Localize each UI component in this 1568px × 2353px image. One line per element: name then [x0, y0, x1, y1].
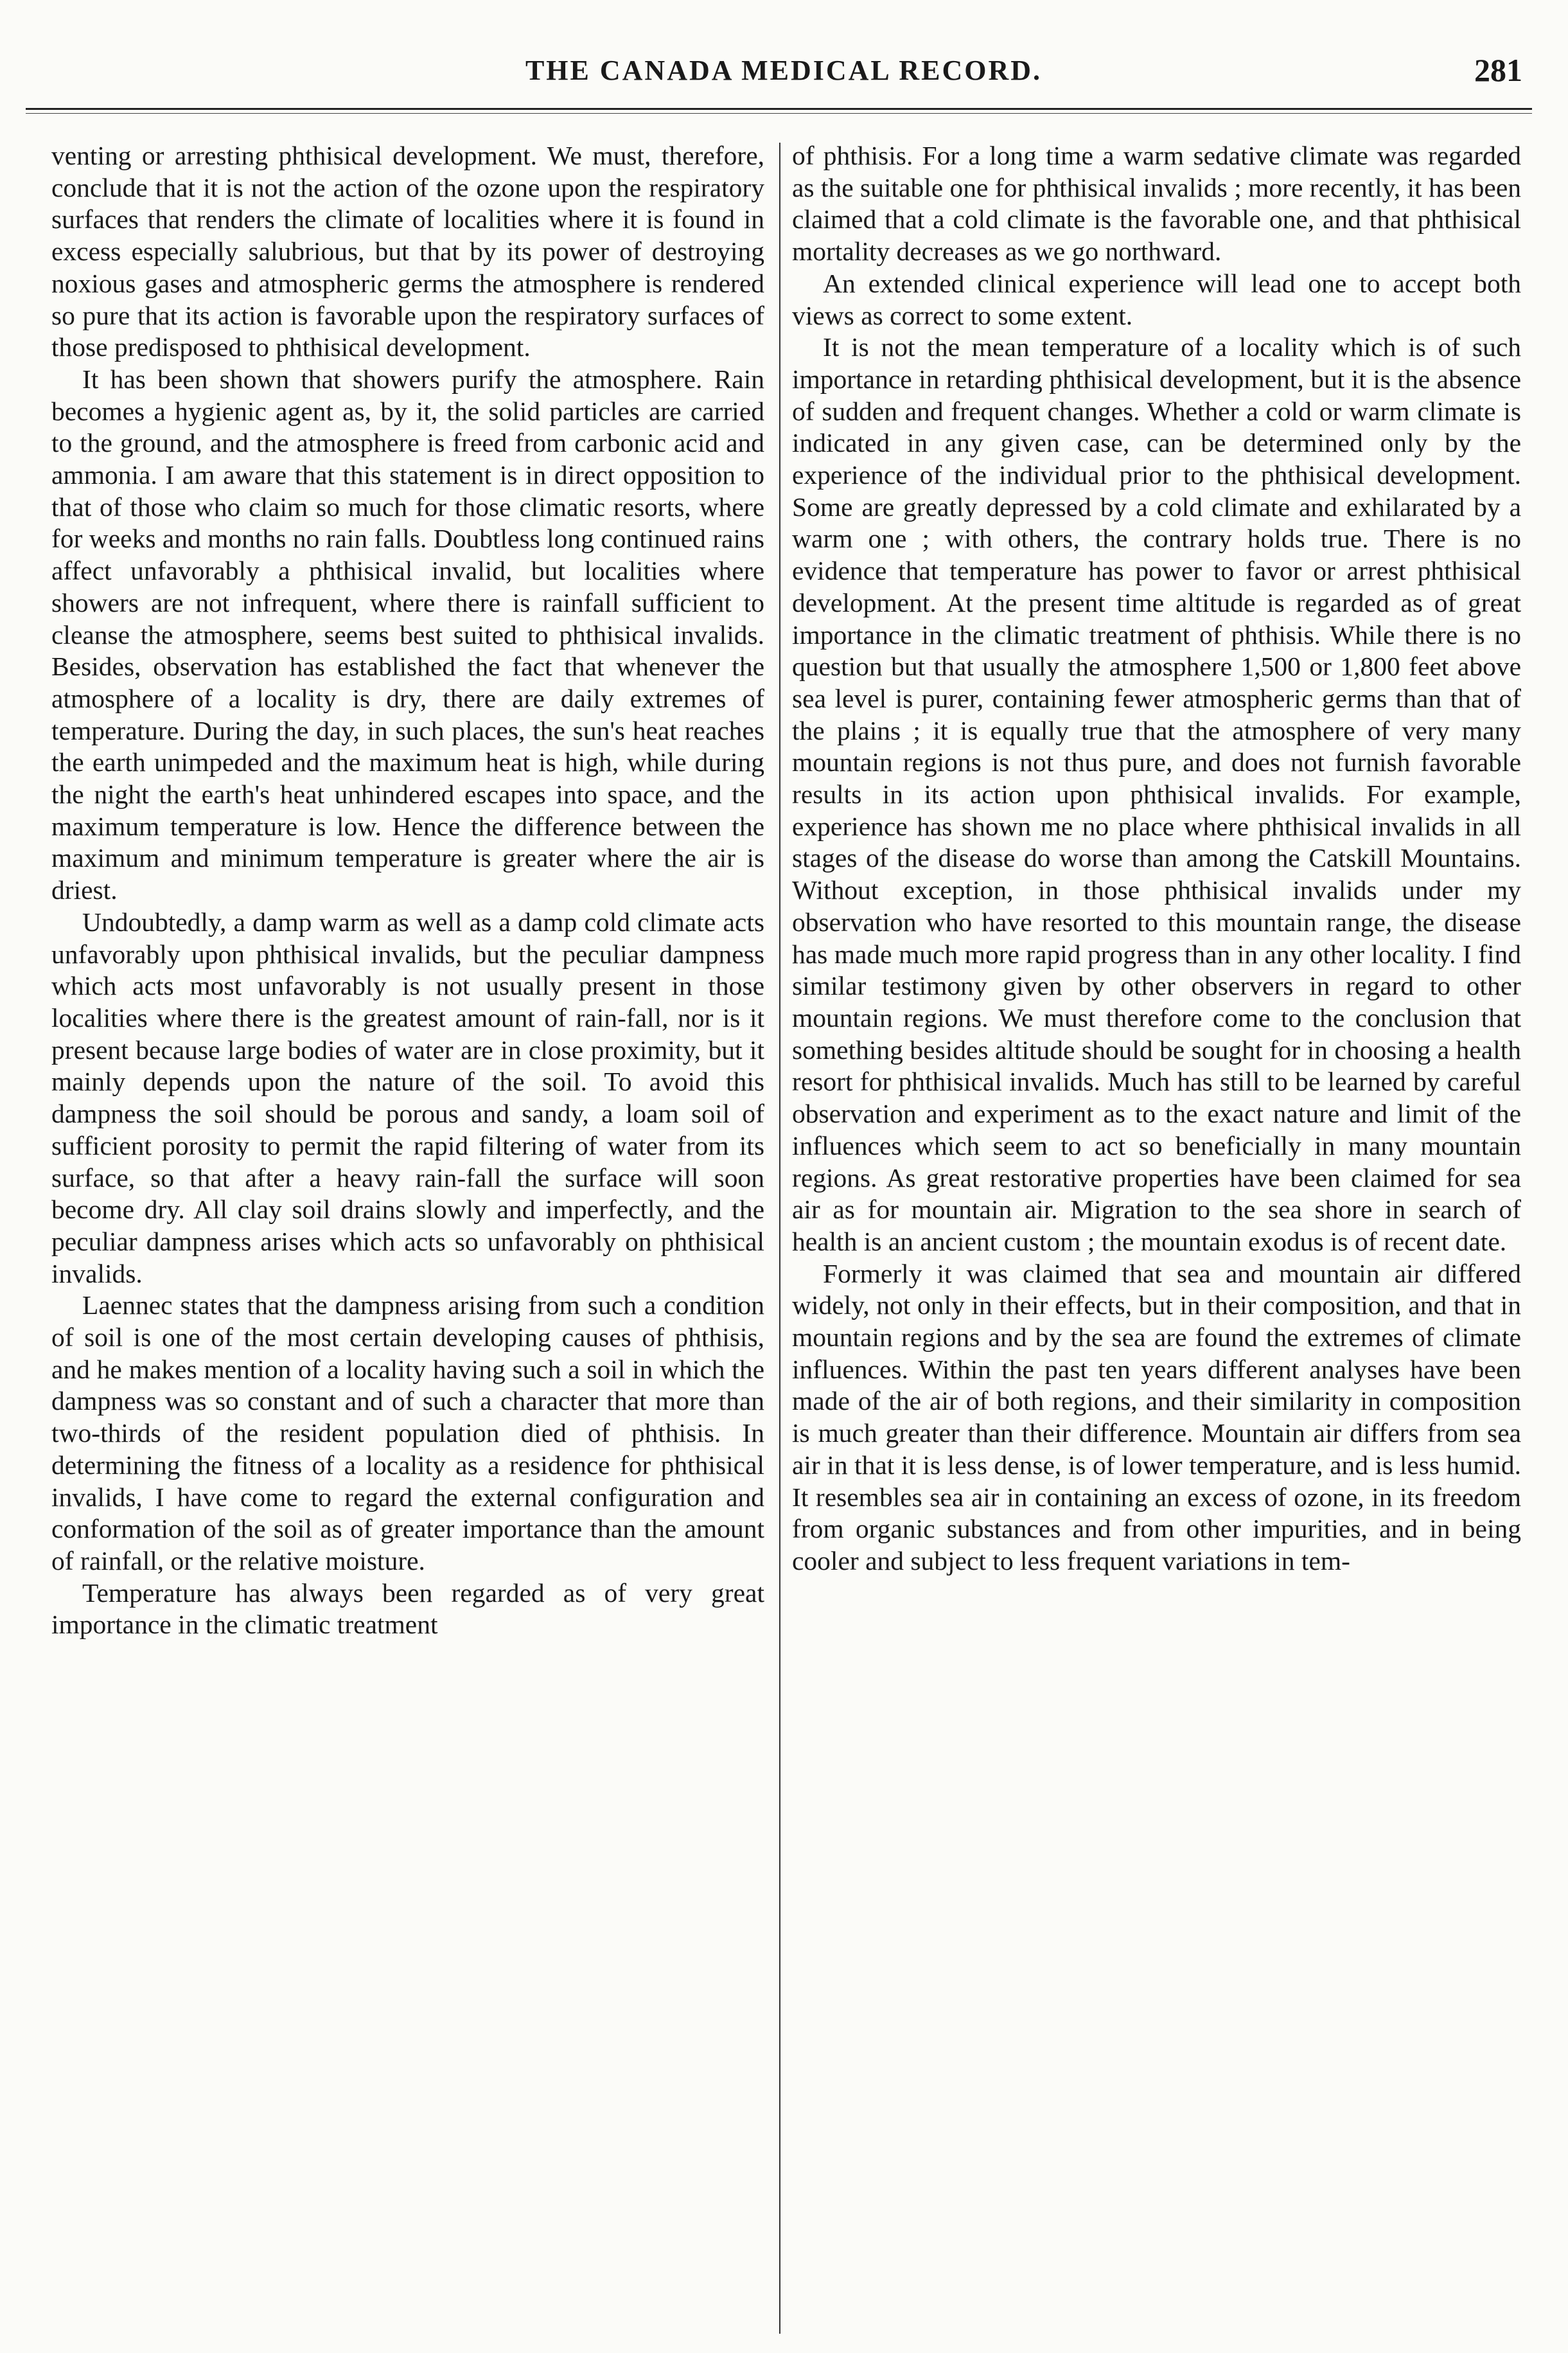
paragraph: An extended clinical experience will lead one to accept both views as correct to some extent. [792, 268, 1521, 330]
column-divider [779, 143, 780, 2334]
paragraph: Temperature has always been regarded as of very great importance in the climatic treatment [51, 1577, 764, 1640]
left-column [51, 140, 764, 2338]
paragraph: It has been shown that showers purify the atmosphere. Rain becomes a hygienic agent as, by it, the solid particles are carried to the ground, and the atmosphere is freed from carbonic acid and ammonia. I am aware that this statement is in direct opposition to that of those who claim so much for those climatic resorts, where for weeks and months no rain falls. Doubtless long continued rains affect unfavorably a phthisical invalid, but localities where showers are not infrequent, where there is rainfall sufficient to cleanse the atmosphere, seems best suited to phthisical invalids. Besides, observation has established the fact that whenever the atmosphere of a locality is dry, there are daily extremes of temperature. During the day, in such places, the sun's heat reaches the earth unimpeded and the maximum heat is high, while during the night the earth's heat unhindered escapes into space, and the maximum temperature is low. Hence the difference between the maximum and minimum temperature is greater where the air is driest. [51, 364, 764, 905]
journal-title: THE CANADA MEDICAL RECORD. [525, 55, 1043, 86]
paragraph: It is not the mean temperature of a locality which is of such importance in retarding phthisical development, but it is the absence of sudden and frequent changes. Whether a cold or warm climate is indicated in any given case, can be determined only by the experience of the individual prior to the phthisical development. Some are greatly depressed by a cold climate and exhilarated by a warm one ; with others, the contrary holds true. There is no evidence that temperature has power to favor or arrest phthisical development. At the present time altitude is regarded as of great importance in the climatic treatment of phthisis. While there is no question but that usually the atmosphere 1,500 or 1,800 feet above sea level is purer, containing fewer atmospheric germs than that of the plains ; it is equally true that the atmosphere of very many mountain regions is not thus pure, and does not furnish favorable results in its action upon phthisical invalids. For example, experience has shown me no place where phthisical invalids in all stages of the disease do worse than among the Catskill Mountains. Without exception, in those phthisical invalids under my observation who have resorted to this mountain range, the disease has made much more rapid progress than in any other locality. I find similar testimony given by other observers in regard to other mountain regions. We must therefore come to the conclusion that something besides altitude should be sought for in choosing a health resort for phthisical invalids. Much has still to be learned by careful observation and experiment as to the exact nature and limit of the influences which seem to act so beneficially in many mountain regions. As great restorative properties have been claimed for sea air as for mountain air. Migration to the sea shore in search of health is an ancient custom ; the mountain exodus is of recent date. [792, 332, 1521, 1256]
page-header [26, 45, 1542, 96]
paragraph: Laennec states that the dampness arising from such a condition of soil is one of the most certain developing causes of phthisis, and he makes mention of a locality having such a soil in which the dampness was so constant and of such a character that more than two-thirds of the resident population died of phthisis. In determining the fitness of a locality as a residence for phthisical invalids, I have come to regard the external configuration and conformation of the soil as of greater importance than the amount of rainfall, or the relative moisture. [51, 1290, 764, 1576]
right-column [792, 140, 1521, 2338]
header-rule-thin [26, 113, 1532, 114]
paragraph: venting or arresting phthisical development. We must, therefore, conclude that it is not the action of the ozone upon the respiratory surfaces that renders the climate of localities where it is found in excess especially salubrious, but that by its power of destroying noxious gases and atmospheric germs the atmosphere is rendered so pure that its action is favorable upon the respiratory surfaces of those predisposed to phthisical development. [51, 141, 764, 362]
header-rule [26, 108, 1532, 110]
paragraph: of phthisis. For a long time a warm sedative climate was regarded as the suitable one for phthisical invalids ; more recently, it has been claimed that a cold climate is the favorable one, and that phthisical mortality decreases as we go northward. [792, 141, 1521, 267]
page-number: 281 [1474, 52, 1522, 88]
paragraph: Undoubtedly, a damp warm as well as a damp cold climate acts unfavorably upon phthisical invalids, but the peculiar dampness which acts most unfavorably is not usually present in those localities where there is the greatest amount of rain-fall, nor is it present because large bodies of water are in close proximity, but it mainly depends upon the nature of the soil. To avoid this dampness the soil should be porous and sandy, a loam soil of sufficient porosity to permit the rapid filtering of water from its surface, so that after a heavy rain-fall the surface will soon become dry. All clay soil drains slowly and imperfectly, and the peculiar dampness arises which acts so unfavorably on phthisical invalids. [51, 907, 764, 1288]
paragraph: Formerly it was claimed that sea and mountain air differed widely, not only in their effects, but in their composition, and that in mountain regions and by the sea are found the extremes of climate influences. Within the past ten years different analyses have been made of the air of both regions, and their similarity in composition is much greater than their difference. Mountain air differs from sea air in that it is less dense, is of lower temperature, and is less humid. It resembles sea air in containing an excess of ozone, in its freedom from organic substances and from other impurities, and in being cooler and subject to less frequent variations in tem- [792, 1258, 1521, 1576]
